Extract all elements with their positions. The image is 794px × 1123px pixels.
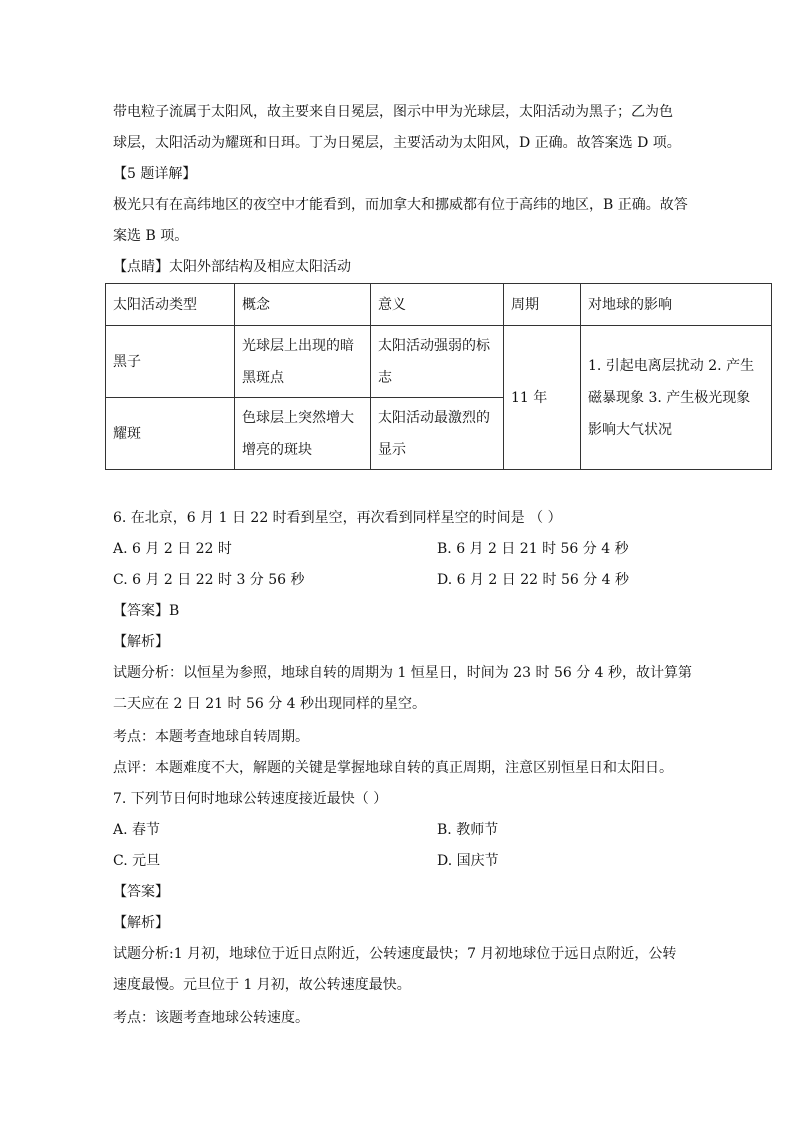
- q6-option-a: A. 6 月 2 日 22 时: [113, 541, 232, 557]
- q7-question: 7. 下列节日何时地球公转速度接近最快（ ）: [113, 791, 388, 807]
- q7-option-c: C. 元旦: [113, 853, 161, 869]
- q6-question: 6. 在北京，6 月 1 日 22 时看到星空，再次看到同样星空的时间是 （ ）: [113, 510, 562, 526]
- q6-comment: 点评：本题难度不大，解题的关键是掌握地球自转的真正周期，注意区别恒星日和太阳日。: [113, 760, 673, 776]
- q6-point: 考点：本题考查地球自转周期。: [113, 729, 309, 745]
- cell-type: 耀斑: [106, 398, 235, 470]
- q7-analysis-heading: 【解析】: [113, 915, 169, 931]
- q7-answer: 【答案】: [113, 884, 169, 900]
- table-row: [106, 326, 772, 398]
- q5-note: 【点睛】太阳外部结构及相应太阳活动: [113, 259, 351, 275]
- header-type: 太阳活动类型: [106, 284, 235, 326]
- cell-type: 黑子: [106, 326, 235, 398]
- header-meaning: 意义: [371, 284, 504, 326]
- header-period: 周期: [504, 284, 581, 326]
- q7-option-d: D. 国庆节: [437, 853, 499, 869]
- cell-concept: 光球层上出现的暗黑斑点: [235, 326, 371, 398]
- q6-option-b: B. 6 月 2 日 21 时 56 分 4 秒: [437, 541, 629, 557]
- q7-analysis-line-1: 试题分析:1 月初，地球位于近日点附近，公转速度最快；7 月初地球位于远日点附近，公转: [113, 946, 677, 962]
- q6-analysis-heading: 【解析】: [113, 634, 169, 650]
- q7-option-b: B. 教师节: [437, 822, 499, 838]
- q6-analysis-line-2: 二天应在 2 日 21 时 56 分 4 秒出现同样的星空。: [113, 696, 427, 712]
- intro-line-1: 带电粒子流属于太阳风，故主要来自日冕层，图示中甲为光球层，太阳活动为黑子；乙为色: [113, 104, 673, 120]
- cell-period: 11 年: [504, 326, 581, 470]
- table-header-row: [106, 284, 772, 326]
- q6-option-d: D. 6 月 2 日 22 时 56 分 4 秒: [437, 572, 630, 588]
- cell-effect: 1. 引起电离层扰动 2. 产生磁暴现象 3. 产生极光现象影响大气状况: [581, 326, 772, 470]
- header-concept: 概念: [235, 284, 371, 326]
- q6-answer: 【答案】B: [113, 603, 180, 619]
- q6-option-c: C. 6 月 2 日 22 时 3 分 56 秒: [113, 572, 305, 588]
- q7-point: 考点：该题考查地球公转速度。: [113, 1010, 309, 1026]
- q7-analysis-line-2: 速度最慢。元旦位于 1 月初，故公转速度最快。: [113, 977, 411, 993]
- q5-heading: 【5 题详解】: [113, 166, 197, 182]
- cell-meaning: 太阳活动强弱的标志: [371, 326, 504, 398]
- header-effect: 对地球的影响: [581, 284, 772, 326]
- q6-analysis-line-1: 试题分析：以恒星为参照，地球自转的周期为 1 恒星日，时间为 23 时 56 分 4 秒，故计算第: [113, 665, 693, 681]
- q7-option-a: A. 春节: [113, 822, 161, 838]
- q5-explanation-line-1: 极光只有在高纬地区的夜空中才能看到，而加拿大和挪威都有位于高纬的地区，B 正确。故答: [113, 197, 688, 213]
- q5-explanation-line-2: 案选 B 项。: [113, 228, 189, 244]
- cell-meaning: 太阳活动最激烈的显示: [371, 398, 504, 470]
- cell-concept: 色球层上突然增大增亮的斑块: [235, 398, 371, 470]
- solar-activity-table: [105, 283, 772, 470]
- intro-line-2: 球层，太阳活动为耀斑和日珥。丁为日冕层，主要活动为太阳风，D 正确。故答案选 D 项。: [113, 135, 681, 151]
